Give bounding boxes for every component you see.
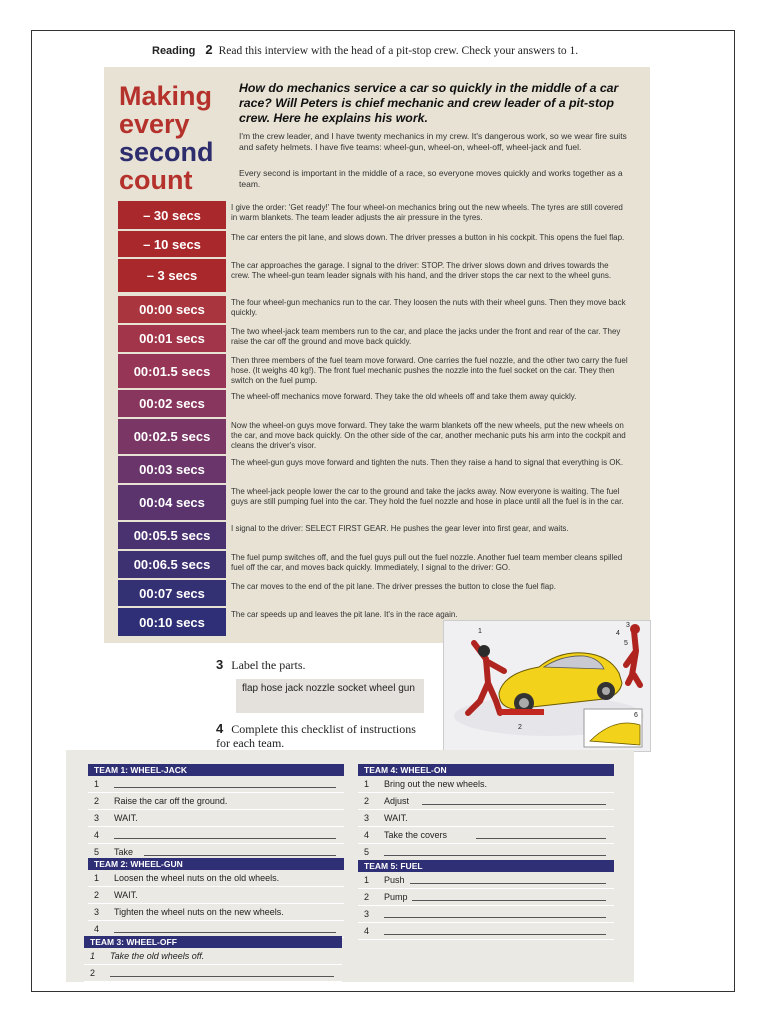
item-number: 1 (90, 951, 96, 961)
answer-line[interactable] (114, 932, 336, 933)
answer-line[interactable] (412, 900, 606, 901)
item-number: 3 (94, 907, 100, 917)
item-number: 1 (94, 779, 100, 789)
item-number: 4 (94, 830, 100, 840)
exercise-2-heading (152, 42, 578, 57)
checklist-item (358, 827, 614, 844)
checklist-item (358, 793, 614, 810)
article-title (119, 82, 214, 194)
item-number: 4 (94, 924, 100, 934)
item-text: Tighten the wheel nuts on the new wheels. (114, 907, 284, 917)
timeline-row (118, 354, 630, 388)
checklist-item (88, 887, 344, 904)
time-description: The two wheel-jack team members run to the car, and place the jacks under the front and rear of the car. They raise the car off the ground and move back quickly. (231, 327, 621, 346)
timeline-row (118, 259, 630, 292)
item-text: Pump (384, 892, 408, 902)
team-title: TEAM 3: WHEEL-OFF (84, 936, 342, 948)
item-text: Take the old wheels off. (110, 951, 205, 961)
team-1-checklist (88, 764, 344, 861)
title-line-2: every (119, 109, 190, 139)
team-title: TEAM 5: FUEL (358, 860, 614, 872)
time-label: 00:06.5 secs (118, 551, 226, 578)
checklist-item (88, 904, 344, 921)
checklist-item (358, 923, 614, 940)
item-number: 2 (94, 890, 100, 900)
item-number: 2 (364, 892, 370, 902)
exercise-instruction: Read this interview with the head of a pit-stop crew. Check your answers to 1. (218, 45, 579, 57)
time-label: 00:02.5 secs (118, 419, 226, 454)
answer-line[interactable] (114, 838, 336, 839)
part-label: 2 (518, 724, 522, 731)
time-description: The wheel-jack people lower the car to the ground and take the jacks away. Now everyone is waiting. The fuel guys are still pumping fuel into the car. They hold the fuel nozzle and hose in place until all the fuel is in the car. (231, 487, 624, 506)
item-text: Raise the car off the ground. (114, 796, 228, 806)
time-label: 00:07 secs (118, 580, 226, 606)
intro-paragraph-1: I'm the crew leader, and I have twenty mechanics in my crew. It's dangerous work, so we wear fire suits and safety helmets. I have five teams: wheel-gun, wheel-on, wheel-off, wheel-jack and fuel. (239, 131, 627, 152)
checklist-item (88, 827, 344, 844)
part-label: 4 (616, 630, 620, 637)
time-label: 00:01.5 secs (118, 354, 226, 388)
time-label: 00:10 secs (118, 608, 226, 636)
pit-stop-illustration (443, 620, 651, 752)
answer-line[interactable] (384, 855, 606, 856)
team-title: TEAM 4: WHEEL-ON (358, 764, 614, 776)
time-description: Then three members of the fuel team move forward. One carries the fuel nozzle, and the other two carry the fuel hose. (It weighs 40 kg!). The front fuel mechanic pushes the nozzle into the fuel socket on the car. They then switch on the fuel pump. (231, 356, 628, 385)
item-number: 2 (94, 796, 100, 806)
time-label: – 3 secs (118, 259, 226, 292)
time-description: I give the order: 'Get ready!' The four wheel-on mechanics bring out the new wheels. The tyres are still covered in warm blankets. The team leader adjusts the air pressure in the tyres. (231, 203, 623, 222)
time-description: The car approaches the garage. I signal to the driver: STOP. The driver slows down and drives towards the crew. The wheel-gun team leader signals with his hand, and the driver stops the car next to the wheel guns. (231, 261, 612, 280)
time-description: The fuel pump switches off, and the fuel guys pull out the fuel nozzle. Another fuel team member cleans spilled fuel off the car, and moves back quickly. Immediately, I signal to the driver: GO. (231, 553, 623, 572)
checklist-item (358, 844, 614, 861)
team-2-checklist (88, 858, 344, 938)
checklist-item (358, 889, 614, 906)
item-number: 3 (364, 813, 370, 823)
item-number: 1 (364, 779, 370, 789)
item-number: 4 (364, 830, 370, 840)
checklist-item (88, 776, 344, 793)
time-label: 00:04 secs (118, 485, 226, 520)
item-number: 5 (94, 847, 100, 857)
checklist-item (88, 810, 344, 827)
time-label: – 30 secs (118, 201, 226, 229)
checklist-item (84, 948, 342, 965)
title-line-3: second (119, 137, 214, 167)
exercise-number: 3 (216, 657, 224, 672)
exercise-4-heading (216, 722, 416, 750)
item-number: 3 (94, 813, 100, 823)
car-and-mechanics-drawing (444, 621, 650, 751)
item-text: Loosen the wheel nuts on the old wheels. (114, 873, 280, 883)
checklist-item (358, 776, 614, 793)
item-text: Take (114, 847, 134, 857)
time-description: I signal to the driver: SELECT FIRST GEAR. He pushes the gear lever into first gear, and waits. (231, 524, 569, 533)
time-description: The car enters the pit lane, and slows down. The driver presses a button in his cockpit. This opens the fuel flap. (231, 233, 625, 242)
time-description: The wheel-gun guys move forward and tighten the nuts. Then they raise a hand to signal that everything is OK. (231, 458, 624, 467)
checklist-item (358, 906, 614, 923)
timeline-row (118, 231, 630, 257)
item-number: 2 (90, 968, 96, 978)
time-label: 00:02 secs (118, 390, 226, 417)
time-description: The car moves to the end of the pit lane. The driver presses the button to close the fuel flap. (231, 582, 556, 591)
item-number: 4 (364, 926, 370, 936)
team-5-checklist (358, 860, 614, 940)
team-3-checklist (84, 936, 342, 982)
checklist-item (358, 872, 614, 889)
item-number: 5 (364, 847, 370, 857)
answer-line[interactable] (476, 838, 606, 839)
exercise-number: 4 (216, 721, 224, 736)
word-box: flap hose jack nozzle socket wheel gun (236, 679, 424, 713)
section-label: Reading (152, 45, 196, 57)
item-number: 3 (364, 909, 370, 919)
item-number: 2 (364, 796, 370, 806)
team-title: TEAM 2: WHEEL-GUN (88, 858, 344, 870)
time-label: 00:00 secs (118, 296, 226, 323)
team-4-checklist (358, 764, 614, 861)
item-text: WAIT. (384, 813, 408, 823)
time-label: 00:05.5 secs (118, 522, 226, 549)
time-description: The car speeds up and leaves the pit lane. It's in the race again. (231, 610, 458, 619)
timeline-row (118, 522, 630, 549)
answer-line[interactable] (384, 934, 606, 935)
timeline-row (118, 580, 630, 606)
answer-line[interactable] (114, 787, 336, 788)
item-number: 1 (94, 873, 100, 883)
timeline-row (118, 551, 630, 578)
answer-line[interactable] (110, 976, 334, 977)
time-description: The four wheel-gun mechanics run to the car. They loosen the nuts with their wheel guns. Then they move back quickly. (231, 298, 626, 317)
answer-line[interactable] (384, 917, 606, 918)
timeline-row (118, 419, 630, 454)
intro-question: How do mechanics service a car so quickly in the middle of a car race? Will Peters is chief mechanic and crew leader of a pit-stop crew. Here he explains his work. (239, 81, 619, 125)
time-description: The wheel-off mechanics move forward. They take the old wheels off and take them away quickly. (231, 392, 577, 401)
answer-line[interactable] (422, 804, 606, 805)
exercise-3-heading (216, 657, 306, 673)
timeline-row (118, 456, 630, 483)
checklist-item (88, 793, 344, 810)
checklist-item (88, 870, 344, 887)
title-line-1: Making (119, 81, 213, 111)
checklist-item (84, 965, 342, 982)
time-label: 00:03 secs (118, 456, 226, 483)
exercise-instruction: Label the parts. (231, 658, 306, 672)
checklist-item (358, 810, 614, 827)
answer-line[interactable] (144, 855, 336, 856)
timeline-row (118, 325, 630, 352)
title-line-4: count (119, 165, 193, 195)
item-text: Bring out the new wheels. (384, 779, 488, 789)
item-text: WAIT. (114, 890, 138, 900)
part-label: 6 (634, 712, 638, 719)
item-text: Take the covers (384, 830, 448, 840)
item-text: WAIT. (114, 813, 138, 823)
intro-paragraph-2: Every second is important in the middle of a race, so everyone moves quickly and works together as a team. (239, 168, 623, 189)
answer-line[interactable] (410, 883, 606, 884)
part-label: 3 (626, 622, 630, 629)
item-text: Push (384, 875, 405, 885)
timeline-row (118, 390, 630, 417)
item-text: Adjust (384, 796, 410, 806)
timeline-row (118, 485, 630, 520)
timeline-row (118, 201, 630, 229)
time-description: Now the wheel-on guys move forward. They take the warm blankets off the new wheels, put the new wheels on the car, and move back quickly. On the other side of the car, another mechanic puts his arm into the cockpit and cleans the driver's visor. (231, 421, 626, 450)
part-label: 1 (478, 628, 482, 635)
time-label: 00:01 secs (118, 325, 226, 352)
team-title: TEAM 1: WHEEL-JACK (88, 764, 344, 776)
part-label: 5 (624, 640, 628, 647)
item-number: 1 (364, 875, 370, 885)
time-label: – 10 secs (118, 231, 226, 257)
exercise-number: 2 (205, 42, 213, 57)
timeline-row (118, 296, 630, 323)
exercise-instruction: Complete this checklist of instructions for each team. (216, 722, 416, 750)
